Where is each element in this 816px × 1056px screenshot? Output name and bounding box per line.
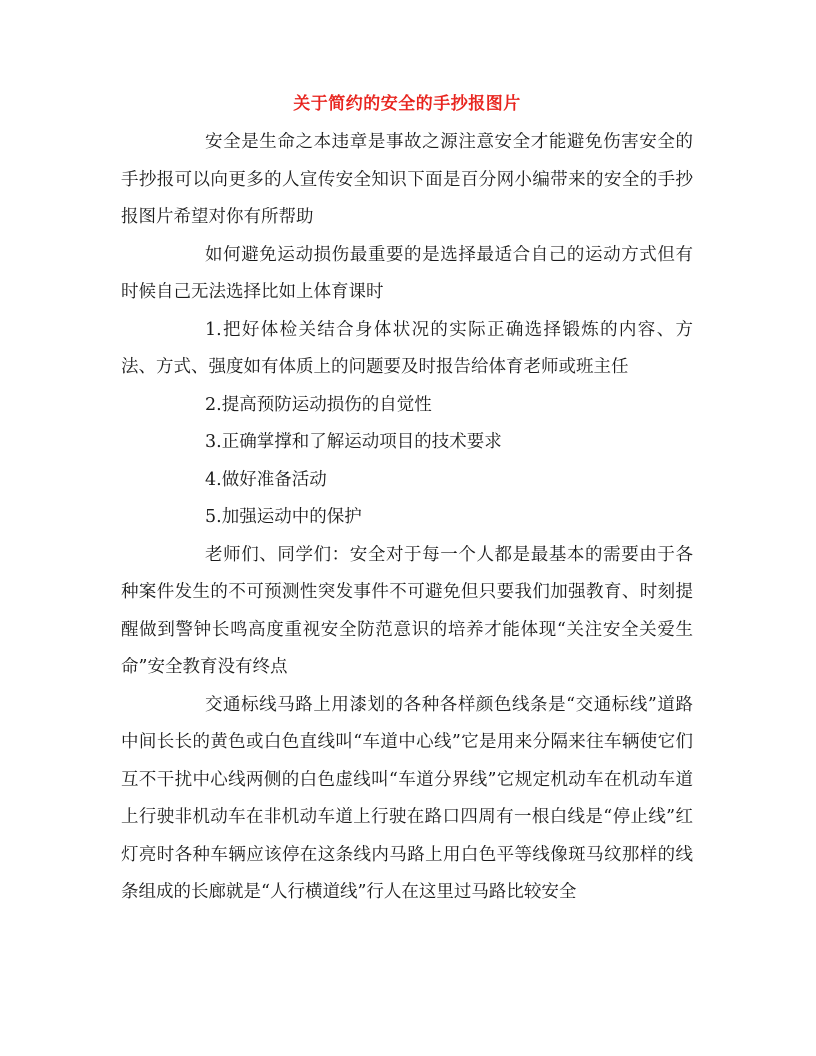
paragraph-avoid-injury: 如何避免运动损伤最重要的是选择最适合自己的运动方式但有时候自己无法选择比如上体育课时 [121, 244, 693, 302]
paragraph-intro: 安全是生命之本违章是事故之源注意安全才能避免伤害安全的手抄报可以向更多的人宣传安全知识下面是百分网小编带来的安全的手抄报图片希望对你有所帮助 [121, 132, 693, 227]
paragraph-teachers-students: 老师们、同学们：安全对于每一个人都是最基本的需要由于各种案件发生的不可预测性突发事件不可避免但只要我们加强教育、时刻提醒做到警钟长鸣高度重视安全防范意识的培养才能体现“关注安全关爱生命”安全教育没有终点 [121, 544, 693, 677]
document-page [121, 92, 693, 912]
list-item-4: 4.做好准备活动 [205, 469, 327, 490]
list-item-5: 5.加强运动中的保护 [205, 507, 362, 527]
paragraph-traffic-markings: 交通标线马路上用漆划的各种各样颜色线条是“交通标线”道路中间长长的黄色或白色直线叫“车道中心线”它是用来分隔来往车辆使它们互不干扰中心线两侧的白色虚线叫“车道分界线”它规定机动车在机动车道上行驶非机动车在非机动车道上行驶在路口四周有一根白线是“停止线”红灯亮时各种车辆应该停在这条线内马路上用白色平等线像斑马纹那样的线条组成的长廊就是“人行横道线”行人在这里过马路比较安全 [121, 694, 693, 902]
list-item-1: 1.把好体检关结合身体状况的实际正确选择锻炼的内容、方法、方式、强度如有体质上的问题要及时报告给体育老师或班主任 [121, 319, 693, 377]
list-item-2: 2.提高预防运动损伤的自觉性 [205, 394, 432, 415]
list-item-3: 3.正确掌撑和了解运动项目的技术要求 [205, 432, 502, 452]
document-title: 关于简约的安全的手抄报图片 [293, 94, 521, 114]
